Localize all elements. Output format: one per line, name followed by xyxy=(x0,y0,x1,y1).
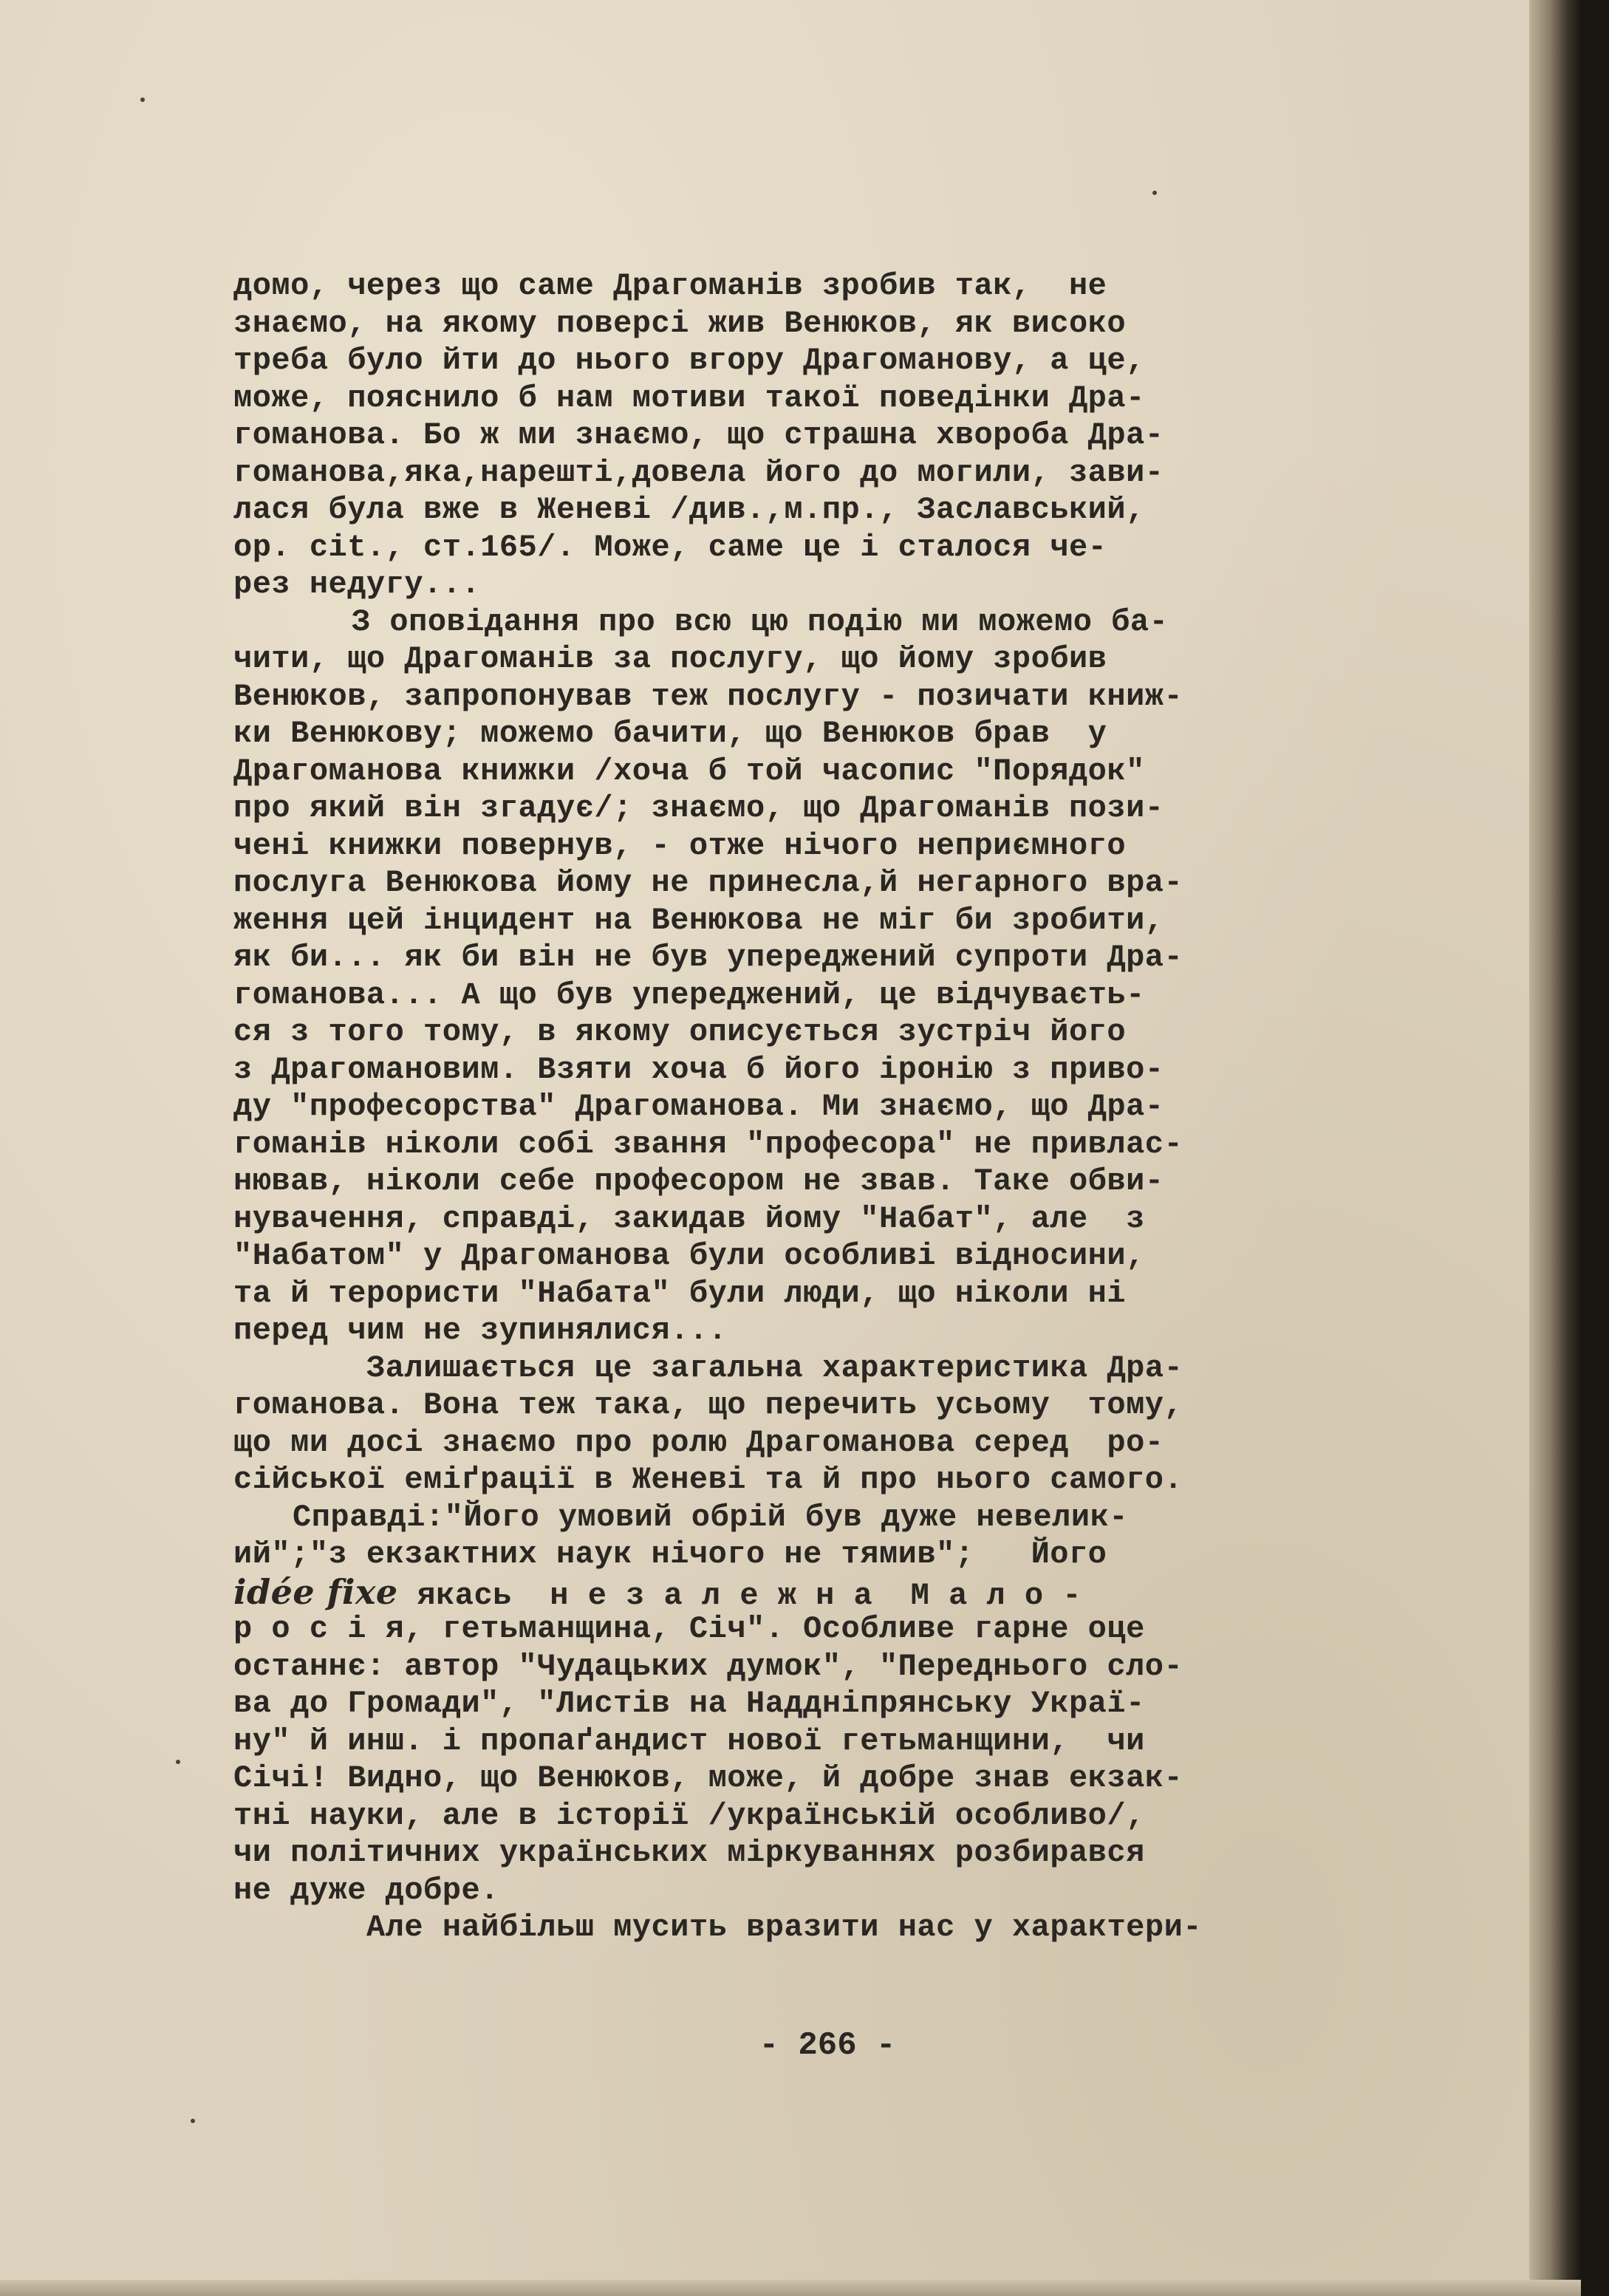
text-line: з Драгомановим. Взяти хоча б його іронію з приво- xyxy=(233,1051,1164,1087)
page-bottom-edge xyxy=(0,2280,1581,2296)
text-line-fragment: якась н е з а л е ж н а М а л о - xyxy=(417,1577,1082,1613)
text-line-with-handwriting xyxy=(233,1571,1460,1613)
text-line: ження цей інцидент на Венюкова не міг би зробити, xyxy=(233,902,1164,938)
text-line: рез недугу... xyxy=(233,567,481,602)
text-line: ий";"з екзактних наук нічого не тямив"; Його xyxy=(233,1537,1107,1572)
text-line: гоманова... А що був упереджений, це відчуваєть- xyxy=(233,977,1145,1013)
text-line: домо, через що саме Драгоманів зробив так, не xyxy=(233,268,1107,304)
paragraph-start-line: З оповідання про всю цю подію ми можемо ба- xyxy=(352,604,1169,640)
text-line: ся з того тому, в якому описується зустріч його xyxy=(233,1014,1127,1050)
ink-speck xyxy=(191,2119,195,2123)
text-line: гоманів ніколи собі звання "професора" не привлас- xyxy=(233,1126,1183,1162)
handwritten-idee-fixe: idée fixe xyxy=(233,1571,398,1612)
page-number: - 266 - xyxy=(759,2027,896,2064)
text-line: Венюков, запропонував теж послугу - позичати книж- xyxy=(233,678,1183,714)
text-line: не дуже добре. xyxy=(233,1872,499,1908)
ink-speck xyxy=(1152,191,1157,195)
text-line: що ми досі знаємо про ролю Драгоманова серед ро- xyxy=(233,1424,1164,1460)
text-line: ор. cit., ст.165/. Може, саме це і сталося че- xyxy=(233,529,1107,565)
text-line: ду "професорства" Драгоманова. Ми знаємо, що Дра- xyxy=(233,1089,1164,1124)
paragraph-start-line: Справді:"Його умовий обрій був дуже невелик- xyxy=(293,1499,1128,1535)
text-line: Драгоманова книжки /хоча б той часопис "Порядок" xyxy=(233,753,1145,789)
text-line: чи політичних українських міркуваннях розбирався xyxy=(233,1835,1145,1870)
text-line: нувачення, справді, закидав йому "Набат", але з xyxy=(233,1200,1145,1237)
text-line: нював, ніколи себе професором не звав. Таке обви- xyxy=(233,1164,1164,1199)
text-line: сійської еміґрації в Женеві та й про нього самого. xyxy=(233,1462,1183,1497)
text-line: ну" й инш. і пропаґандист нової гетьманщини, чи xyxy=(233,1723,1145,1759)
body-text xyxy=(233,267,1460,1947)
text-line: як би... як би він не був упереджений супроти Дра- xyxy=(233,940,1183,975)
paragraph-start-line: Але найбільш мусить вразити нас у характери- xyxy=(366,1910,1202,1945)
text-line: гоманова,яка,нарешті,довела його до могили, зави- xyxy=(233,454,1164,491)
text-line: ки Венюкову; можемо бачити, що Венюков брав у xyxy=(233,716,1107,751)
text-line: та й терористи "Набата" були люди, що ніколи ні xyxy=(233,1275,1127,1311)
text-line: останнє: автор "Чудацьких думок", "Переднього сло- xyxy=(233,1648,1183,1684)
text-line: лася була вже в Женеві /див.,м.пр., Заславський, xyxy=(233,492,1145,527)
text-line: гоманова. Вона теж така, що перечить усьому тому, xyxy=(233,1387,1183,1423)
book-binding-shadow xyxy=(1529,0,1581,2296)
text-line: Січі! Видно, що Венюков, може, й добре знав екзак- xyxy=(233,1760,1183,1796)
text-line: про який він згадує/; знаємо, що Драгоманів пози- xyxy=(233,790,1164,826)
ink-speck xyxy=(140,98,145,102)
text-line: ва до Громади", "Листів на Наддніпрянську Украї- xyxy=(233,1686,1145,1721)
text-line: знаємо, на якому поверсі жив Венюков, як високо xyxy=(233,305,1127,341)
text-line: послуга Венюкова йому не принесла,й негарного вра- xyxy=(233,865,1183,901)
text-line: перед чим не зупинялися... xyxy=(233,1313,728,1348)
text-line: чити, що Драгоманів за послугу, що йому зробив xyxy=(233,641,1107,677)
text-line: р о с і я, гетьманщина, Січ". Особливе гарне оце xyxy=(233,1611,1145,1647)
ink-speck xyxy=(176,1760,180,1764)
text-line: треба було йти до нього вгору Драгоманову, а це, xyxy=(233,343,1145,378)
text-line: тні науки, але в історії /українській особливо/, xyxy=(233,1797,1145,1834)
text-line: може, пояснило б нам мотиви такої поведінки Дра- xyxy=(233,380,1145,416)
text-line: чені книжки повернув, - отже нічого неприємного xyxy=(233,827,1127,864)
text-line: "Набатом" у Драгоманова були особливі відносини, xyxy=(233,1238,1145,1274)
paragraph-start-line: Залишається це загальна характеристика Дра- xyxy=(366,1350,1183,1386)
text-line: гоманова. Бо ж ми знаємо, що страшна хвороба Дра- xyxy=(233,417,1164,453)
